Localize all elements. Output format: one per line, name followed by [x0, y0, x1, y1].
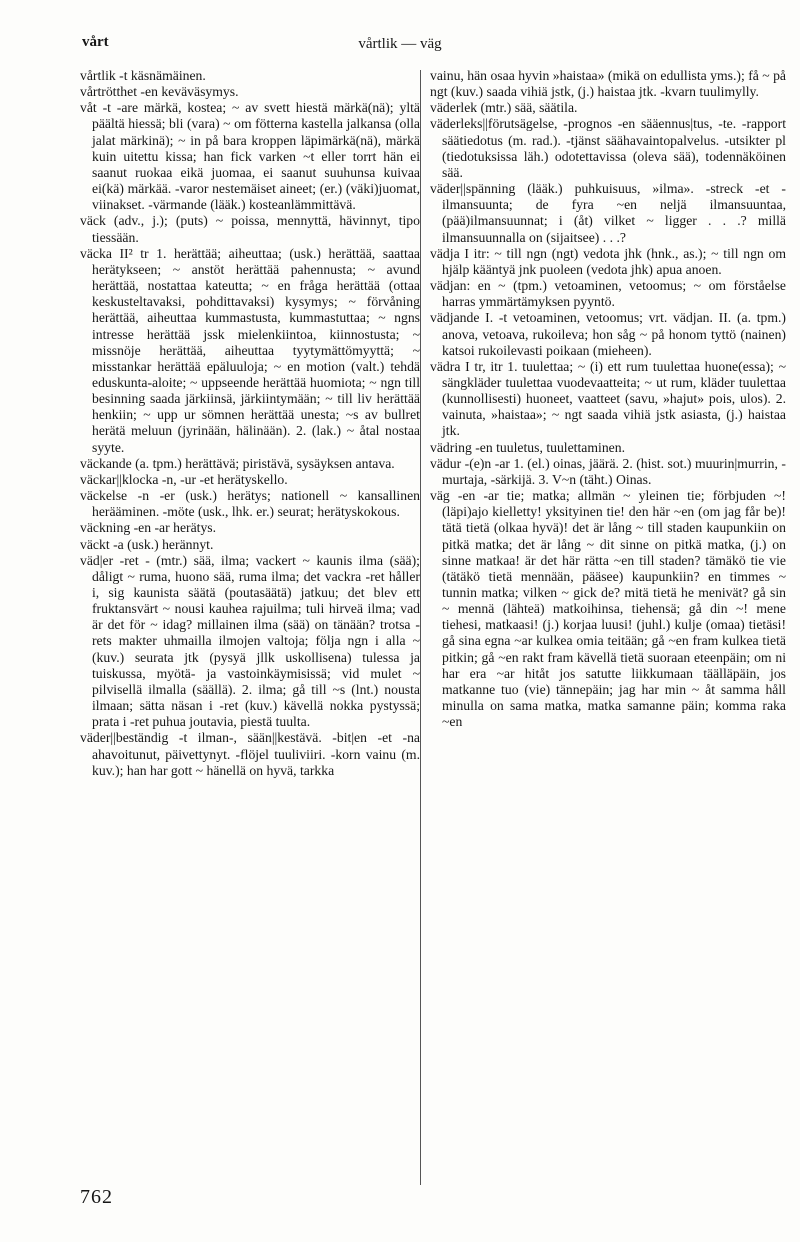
dictionary-entry: väder||beständig -t ilman-, sään||kestävä. -bit|en -et -na ahavoitunut, päivettynyt. -flöjel tuuliviiri. -korn vainu (m. kuv.); han har gott ~ hänellä on hyvä, tarkka — [80, 730, 420, 778]
page-number: 762 — [80, 1186, 113, 1208]
dictionary-entry-continuation: vainu, hän osaa hyvin »haistaa» (mikä on edullista yms.); få ~ på ngt (kuv.) saada vihiä jstk, (j.) haistaa jtk. -kvarn tuulimylly. — [430, 68, 786, 100]
dictionary-entry: väck (adv., j.); (puts) ~ poissa, mennyttä, hävinnyt, tipo tiessään. — [80, 213, 420, 245]
column-divider — [420, 70, 421, 1185]
dictionary-entry: väckning -en -ar herätys. — [80, 520, 217, 536]
dictionary-entry: vädring -en tuuletus, tuulettaminen. — [430, 439, 626, 455]
left-column — [80, 68, 420, 779]
dictionary-entry: väckelse -n -er (usk.) herätys; nationell ~ kansallinen herääminen. -möte (usk., lhk. er.) seurat; herätyskokous. — [80, 488, 420, 520]
dictionary-entry: väcka II² tr 1. herättää; aiheuttaa; (usk.) herättää, saattaa herätykseen; ~ anstöt herättää pahennusta; ~ avund herättää, nostattaa kateutta; ~ en fråga herättää (ottaa keskusteltavaksi, pohdittavaksi) kysymys; ~ förvåning herättää, aiheuttaa kummastusta, kummastuttaa; ~ ngns intresse herättää jssk mielenkiintoa, kiinnostusta; ~ missnöje herättää, aiheuttaa tyytymättömyyttä; ~ misstankar herättää epäluuloja; ~ en motion (valt.) tehdä eduskunta-aloite; ~ uppseende herättää huomiota; ~ ngn till besinning saada järkiinsä, järkiintymään; ~ till liv herättää henkiin; ~ upp ur sömnen herättää unesta; ~s av bullret herätä meluun (jyrinään, hälinään). 2. (lak.) ~ åtal nostaa syyte. — [80, 245, 420, 455]
dictionary-entry: väckande (a. tpm.) herättävä; piristävä, sysäyksen antava. — [80, 455, 395, 471]
page-range-title: vårtlik — väg — [358, 36, 442, 52]
right-column — [430, 68, 786, 730]
dictionary-entry: väckt -a (usk.) herännyt. — [80, 536, 214, 552]
dictionary-entry: vädur -(e)n -ar 1. (el.) oinas, jäärä. 2. (hist. sot.) muurin|murrin, -murtaja, -särkijä. 3. V~n (täht.) Oinas. — [430, 455, 786, 487]
dictionary-entry: vädra I tr, itr 1. tuulettaa; ~ (i) ett rum tuulettaa huone(essa); ~ sängkläder tuulettaa vuodevaatteita; ~ ut rum, kläder tuulettaa (kunnollisesti) huoneet, vaatteet (savu, »hajut» pois, ulos). 2. vainuta, »haistaa»; ~ ngt saada vihiä jstk asiasta, (j.) haistaa jtk. — [430, 358, 786, 439]
guide-word: vårt — [82, 34, 109, 50]
dictionary-entry: vädjan: en ~ (tpm.) vetoaminen, vetoomus; ~ om förståelse harras ymmärtämyksen pyyntö. — [430, 278, 786, 310]
dictionary-entry: väd|er -ret - (mtr.) sää, ilma; vackert ~ kaunis ilma (sää); dåligt ~ ruma, huono sää, ruma ilma; det vackra -ret håller i, sig kaunista säätä (poutasäätä) jatkuu; det blev ett fruktansvärt ~ nousi kauhea rajuilma; tuli hirveä ilma; vad är det för ~ idag? millainen ilma (sää) on tänään? trotsa -rets makter uhmailla ilmojen valtoja; följa ngn i alla ~ (kuv.) seurata jtk (pysyä jllk uskollisena) tulessa ja tuiskussa, myötä- ja vastoinkäymisissä; vid mulet ~ pilvisellä ilmalla (säällä). 2. ilma; gå till ~s (lnt.) nousta ilmaan; sätta näsan i -ret (kuv.) kävellä nokka pystyssä; prata i -ret puhua joutavia, piestä tuulta. — [80, 552, 420, 730]
dictionary-entry: vädjande I. -t vetoaminen, vetoomus; vrt. vädjan. II. (a. tpm.) anova, vetoava, rukoileva; hon såg ~ på honom tyttö (nainen) katsoi rukoilevasti poikaan (mieheen). — [430, 310, 786, 358]
dictionary-entry: våt -t -are märkä, kostea; ~ av svett hiestä märkä(nä); yltä päältä hiessä; bli (vara) ~ om fötterna kastella jalkansa (olla jalat märkinä); ~ in på bara kroppen läpimärkä(nä), märkä kuin uitettu kissa; han fick varken ~t eller torrt hän ei saanut ruokaa eikä juomaa, ei saanut suuhunsa kuivaa ei(kä) märkää. -varor nestemäiset aineet; (er.) (väki)juomat, viinakset. -värmande (lääk.) kosteanlämmittävä. — [80, 100, 420, 213]
dictionary-entry: väckar||klocka -n, -ur -et herätyskello. — [80, 471, 288, 487]
dictionary-entry: vädja I itr: ~ till ngn (ngt) vedota jhk (hnk., as.); ~ till ngn om hjälp kääntyä jnk puoleen (vedota jhk) apua anoen. — [430, 245, 786, 277]
dictionary-entry: vårtlik -t käsnämäinen. — [80, 68, 206, 83]
dictionary-entry: väder||spänning (lääk.) puhkuisuus, »ilma». -streck -et - ilmansuunta; de fyra ~en neljä ilmansuuntaa, (pää)ilmansuunnat; i (åt) vilket ~ ligger . . .? millä ilmansuunnalla on (sijaitsee) . . .? — [430, 181, 786, 245]
dictionary-entry: vårtrötthet -en keväväsymys. — [80, 84, 239, 100]
dictionary-entry: väderleks||förutsägelse, -prognos -en sääennus|tus, -te. -rapport säätiedotus (m. rad.). -tjänst säähavaintopalvelus. -utsikter pl (tiedotuksissa läh.) odotettavissa (oleva sää), todennäköinen sää. — [430, 116, 786, 180]
dictionary-entry: väg -en -ar tie; matka; allmän ~ yleinen tie; förbjuden ~! (läpi)ajo kielletty! yksityinen tie! den här ~en (om jag får be)! tätä tietä (olkaa hyvä)! det är lång ~ till staden kaupunkiin on pitkä matka; det är lång ~ dit sinne on pitkä matka, (j.) on sinne matkaa! är det här rätta ~en till staden? tämäkö tie vie (tätäkö tietä mennään, pääsee) kaupunkiin? en timmes ~ tunnin matka; vilken ~ gick de? mitä tietä he menivät? gå sin ~ mennä (lähteä) matkoihinsa, tiehensä; gå din ~! mene tiehesi, matkaasi! (j.) korjaa luusi! (juhl.) kulje (omaa) tietäsi! gå sina egna ~ar kulkea omia teitään; gå ~en fram kulkea tietä pitkin; gå ~en rakt fram kävellä tietä suoraan eteenpäin; om ni har era ~ar hitåt jos satutte liikkumaan täälläpäin, jos matkanne tuo (vie) tännepäin; jag har min ~ åt samma håll minulla on sama matka, matka samanne päin; komma raka ~en — [430, 488, 786, 730]
dictionary-entry: väderlek (mtr.) sää, säätila. — [430, 100, 578, 116]
